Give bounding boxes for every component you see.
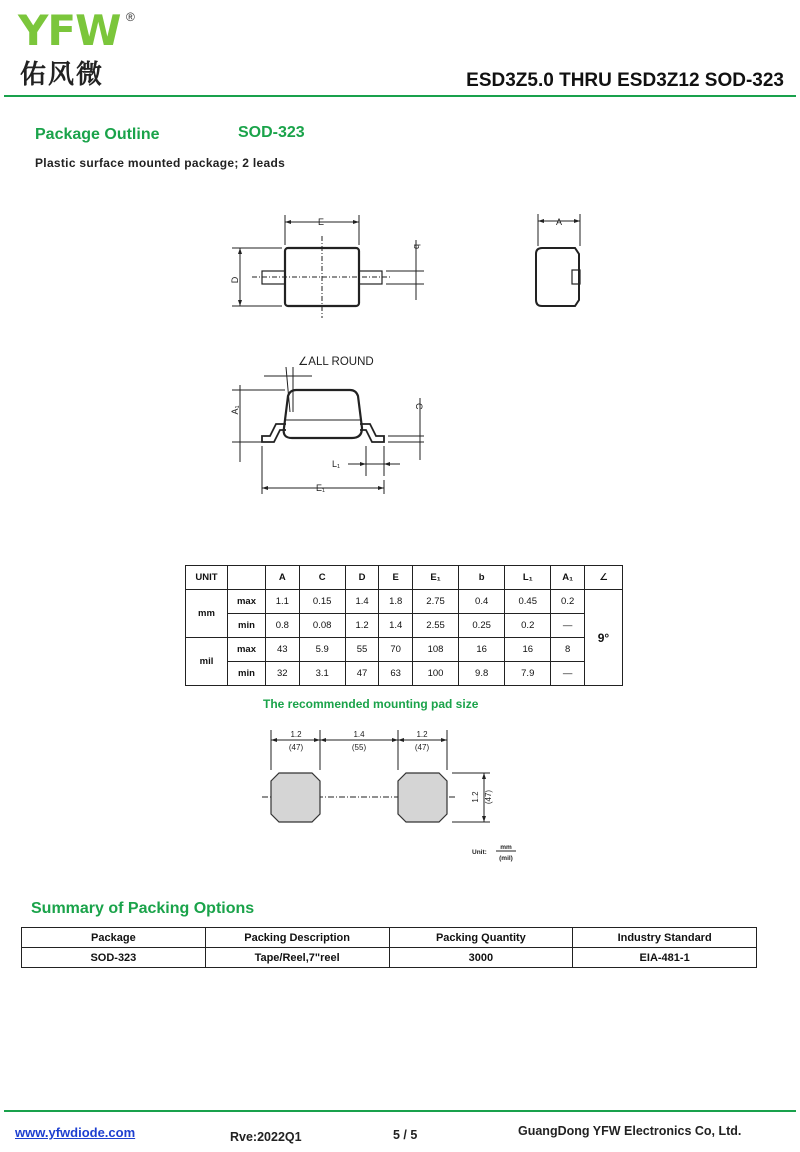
value-cell: 100 <box>412 662 458 686</box>
header-cell: A <box>266 566 300 590</box>
header-cell: Industry Standard <box>573 928 757 948</box>
value-cell: — <box>551 662 585 686</box>
kind-cell: max <box>228 590 266 614</box>
value-cell: — <box>551 614 585 638</box>
header-cell: A₁ <box>551 566 585 590</box>
kind-cell: max <box>228 638 266 662</box>
pad-dim3-mil: (47) <box>414 743 430 752</box>
value-cell: 0.45 <box>505 590 551 614</box>
header-cell <box>228 566 266 590</box>
header-cell: C <box>299 566 345 590</box>
header-cell: Packing Description <box>205 928 389 948</box>
dim-label-A: A <box>556 217 563 227</box>
dimensions-table <box>185 565 623 686</box>
table-header-row <box>22 928 757 948</box>
cell: 3000 <box>389 948 573 968</box>
dim-label-C: C <box>414 403 424 410</box>
value-cell: 1.4 <box>379 614 413 638</box>
registered-mark: ® <box>126 10 135 24</box>
kind-cell: min <box>228 614 266 638</box>
value-cell: 63 <box>379 662 413 686</box>
dim-label-E: E <box>318 217 325 227</box>
side-view-lead-left <box>262 424 286 442</box>
value-cell: 16 <box>459 638 505 662</box>
pad-dim1-mm: 1.2 <box>290 730 302 739</box>
logo-text: YFW <box>18 6 121 55</box>
cell: SOD-323 <box>22 948 206 968</box>
value-cell: 47 <box>345 662 379 686</box>
value-cell: 2.75 <box>412 590 458 614</box>
footer-page-number: 5 / 5 <box>393 1128 418 1142</box>
value-cell: 32 <box>266 662 300 686</box>
package-description: Plastic surface mounted package; 2 leads <box>35 156 286 170</box>
pad-dim2-mm: 1.4 <box>353 730 365 739</box>
value-cell: 0.2 <box>505 614 551 638</box>
table-row <box>186 590 623 614</box>
value-cell: 0.08 <box>299 614 345 638</box>
packing-options-heading: Summary of Packing Options <box>31 900 255 917</box>
unit-mm: mm <box>500 844 512 851</box>
header-cell: ∠ <box>585 566 623 590</box>
header-cell: L₁ <box>505 566 551 590</box>
value-cell: 16 <box>505 638 551 662</box>
header-cell: b <box>459 566 505 590</box>
header-cell: D <box>345 566 379 590</box>
value-cell: 7.9 <box>505 662 551 686</box>
value-cell: 0.4 <box>459 590 505 614</box>
value-cell: 5.9 <box>299 638 345 662</box>
table-row <box>186 662 623 686</box>
header-cell: UNIT <box>186 566 228 590</box>
table-row <box>186 638 623 662</box>
unit-cell: mm <box>186 590 228 638</box>
package-outline-heading: Package Outline <box>35 126 160 143</box>
dim-label-D: D <box>230 276 240 284</box>
value-cell: 2.55 <box>412 614 458 638</box>
footer-revision: Rve:2022Q1 <box>230 1130 302 1144</box>
kind-cell: min <box>228 662 266 686</box>
pad-height-mm: 1.2 <box>471 791 480 803</box>
cell: Tape/Reel,7"reel <box>205 948 389 968</box>
value-cell: 3.1 <box>299 662 345 686</box>
cell: EIA-481-1 <box>573 948 757 968</box>
value-cell: 8 <box>551 638 585 662</box>
value-cell: 1.4 <box>345 590 379 614</box>
side-view-lead-right <box>360 424 384 442</box>
value-cell: 70 <box>379 638 413 662</box>
header-cell: Packing Quantity <box>389 928 573 948</box>
value-cell: 0.25 <box>459 614 505 638</box>
value-cell: 0.2 <box>551 590 585 614</box>
unit-label: Unit: <box>472 849 487 856</box>
mounting-pad-left <box>271 773 320 822</box>
header-cell: E <box>379 566 413 590</box>
pad-dim2-mil: (55) <box>351 743 367 752</box>
footer-website <box>15 1125 135 1140</box>
header-cell: Package <box>22 928 206 948</box>
footer-company: GuangDong YFW Electronics Co, Ltd. <box>518 1124 742 1138</box>
mounting-pad-right <box>398 773 447 822</box>
value-cell: 0.15 <box>299 590 345 614</box>
header-cell: E₁ <box>412 566 458 590</box>
document-title: ESD3Z5.0 THRU ESD3Z12 SOD-323 <box>466 70 784 91</box>
mounting-pad-heading: The recommended mounting pad size <box>263 697 479 711</box>
value-cell: 9.8 <box>459 662 505 686</box>
table-header-row <box>186 566 623 590</box>
value-cell: 43 <box>266 638 300 662</box>
dim-label-A1: A₁ <box>230 405 240 415</box>
value-cell: 1.8 <box>379 590 413 614</box>
logo-chinese-name: 佑风微 <box>20 60 105 90</box>
value-cell: 1.2 <box>345 614 379 638</box>
dim-label-b: b <box>412 244 422 250</box>
mounting-pad-drawing <box>0 725 800 870</box>
pad-dim1-mil: (47) <box>288 743 304 752</box>
value-cell: 0.8 <box>266 614 300 638</box>
pad-height-mil: (47) <box>484 789 493 805</box>
unit-mil: (mil) <box>499 855 513 862</box>
unit-cell: mil <box>186 638 228 686</box>
angle-cell: 9° <box>585 590 623 686</box>
company-logo <box>18 8 148 92</box>
all-round-label: ∠ALL ROUND <box>298 356 374 368</box>
packing-options-table <box>21 927 757 968</box>
dim-label-E1: E₁ <box>316 483 326 493</box>
pad-dim3-mm: 1.2 <box>416 730 428 739</box>
package-name: SOD-323 <box>238 124 305 141</box>
value-cell: 55 <box>345 638 379 662</box>
side-view-body <box>284 390 362 438</box>
dim-label-L1: L₁ <box>332 459 341 469</box>
table-row <box>22 948 757 968</box>
table-row <box>186 614 623 638</box>
value-cell: 1.1 <box>266 590 300 614</box>
website-link[interactable]: www.yfwdiode.com <box>15 1125 136 1140</box>
package-outline-drawing <box>0 190 800 500</box>
header-divider <box>4 95 796 97</box>
value-cell: 108 <box>412 638 458 662</box>
footer-divider <box>4 1110 796 1112</box>
